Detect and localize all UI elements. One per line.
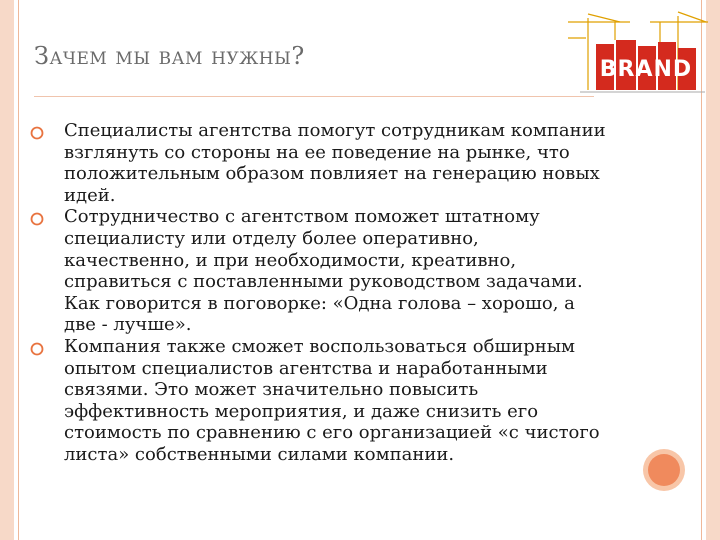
bullet-item-2 [30,206,610,336]
slide-title [34,42,305,70]
bullet-circle-icon [30,126,44,140]
bullet-item-1 [30,120,610,206]
bullet-circle-icon [30,212,44,226]
title-divider [34,96,594,97]
bullet-circle-icon [30,342,44,356]
bullet-item-3 [30,336,610,466]
bullet-text: Сотрудничество с агентством поможет штатному специалисту или отделу более оперативно, качественно, и при необходимости, креативно, справиться с поставленными руководством задачами. Как говорится в поговорке: «Одна голова – хорошо, а две - лучше». [64,206,583,336]
brand-art-word: BRAND [599,57,693,82]
left-frame-border [0,0,14,540]
bullet-text: Компания также сможет воспользоваться обширным опытом специалистов агентства и наработанными связями. Это может значительно повысить эффективность мероприятия, и даже снизить его стоимость по сравнению с его организацией «с чистого листа» собственными силами компании. [64,335,600,465]
brand-crane-illustration [560,10,710,100]
slide-title-text: Зачем мы вам нужны? [34,42,305,70]
decorative-circle-icon [642,448,686,492]
bullet-text: Специалисты агентства помогут сотрудникам компании взглянуть со стороны на ее поведение на рынке, что положительным образом повлияет на генерацию новых идей. [64,120,606,206]
bullet-list [30,120,610,466]
left-frame-line [18,0,19,540]
